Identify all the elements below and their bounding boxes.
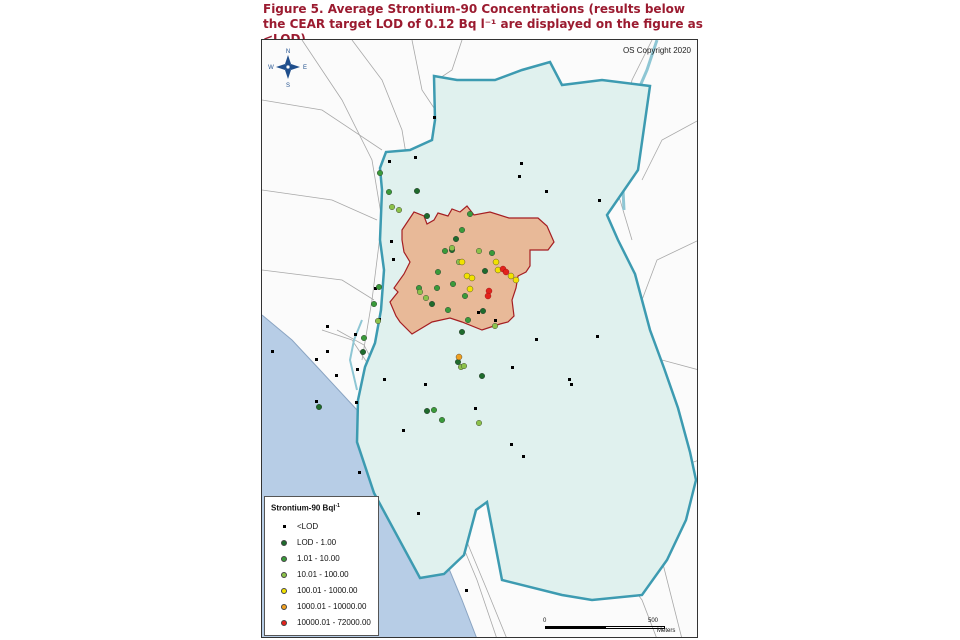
- sample-point-light-green: [423, 295, 429, 301]
- orange-dot-icon: [281, 604, 287, 610]
- sample-point-lod: [356, 368, 359, 371]
- square-marker-icon: [283, 525, 286, 528]
- sample-point-lod: [383, 378, 386, 381]
- sample-point-lod: [598, 199, 601, 202]
- sample-point-green: [450, 281, 456, 287]
- compass-s: S: [285, 83, 291, 89]
- sample-point-green: [445, 307, 451, 313]
- sample-point-light-green: [389, 204, 395, 210]
- sample-point-dark-green: [480, 308, 486, 314]
- dark-green-dot-icon: [281, 540, 287, 546]
- sample-point-red: [485, 293, 491, 299]
- sample-point-green: [386, 189, 392, 195]
- sample-point-light-green: [417, 289, 423, 295]
- sample-point-green: [361, 335, 367, 341]
- sample-point-lod: [417, 512, 420, 515]
- sample-point-yellow: [467, 286, 473, 292]
- sample-point-green: [439, 417, 445, 423]
- legend-item-1-10: [271, 551, 378, 567]
- sample-point-dark-green: [424, 213, 430, 219]
- sample-point-green: [371, 301, 377, 307]
- legend-label: 100.01 - 1000.00: [297, 586, 358, 596]
- sample-point-green: [459, 227, 465, 233]
- legend-item-1000-10000: [271, 599, 378, 615]
- legend-label: <LOD: [297, 522, 319, 532]
- legend-label: 1000.01 - 10000.00: [297, 602, 367, 612]
- compass-rose-icon: [268, 49, 307, 89]
- sample-point-lod: [402, 429, 405, 432]
- sample-point-light-green: [492, 323, 498, 329]
- sample-point-green: [442, 248, 448, 254]
- sample-point-dark-green: [429, 301, 435, 307]
- legend-item-lod: [271, 519, 378, 535]
- sample-point-dark-green: [360, 349, 366, 355]
- sample-point-lod: [326, 325, 329, 328]
- legend-item-10000-72000: [271, 615, 378, 631]
- scale-bar-line: [545, 626, 665, 629]
- compass-e: E: [302, 65, 308, 71]
- samples-1000-10000: [456, 354, 462, 360]
- scale-unit: Meters: [657, 628, 676, 634]
- legend-label: 10000.01 - 72000.00: [297, 618, 371, 628]
- sample-point-green: [467, 211, 473, 217]
- legend-label: LOD - 1.00: [297, 538, 337, 548]
- sample-point-green: [376, 284, 382, 290]
- sample-point-green: [434, 285, 440, 291]
- legend-item-lod-1: [271, 535, 378, 551]
- sample-point-yellow: [469, 275, 475, 281]
- sample-point-lod: [522, 455, 525, 458]
- sample-point-yellow: [459, 259, 465, 265]
- legend-label: 1.01 - 10.00: [297, 554, 340, 564]
- sample-point-green: [462, 293, 468, 299]
- light-green-dot-icon: [281, 572, 287, 578]
- sample-point-yellow: [508, 273, 514, 279]
- figure-caption: Figure 5. Average Strontium-90 Concentrations (results below the CEAR target LOD of 0.12 Bq l⁻¹ are displayed on the figure as: [263, 2, 703, 31]
- sample-point-dark-green: [414, 188, 420, 194]
- sample-point-lod: [510, 443, 513, 446]
- sample-point-orange: [456, 354, 462, 360]
- sample-point-lod: [355, 401, 358, 404]
- sample-point-lod: [388, 160, 391, 163]
- sample-point-lod: [354, 333, 357, 336]
- legend-label: 10.01 - 100.00: [297, 570, 349, 580]
- sample-point-light-green: [396, 207, 402, 213]
- yellow-dot-icon: [281, 588, 287, 594]
- red-dot-icon: [281, 620, 287, 626]
- copyright-notice: OS Copyright 2020: [622, 46, 691, 55]
- sample-point-lod: [392, 258, 395, 261]
- river-secondary: [350, 320, 362, 390]
- sample-point-yellow: [513, 277, 519, 283]
- sample-point-lod: [424, 383, 427, 386]
- compass-n: N: [285, 49, 291, 55]
- sample-point-lod: [518, 175, 521, 178]
- sample-point-lod: [511, 366, 514, 369]
- sample-point-dark-green: [424, 408, 430, 414]
- sample-point-red: [503, 269, 509, 275]
- sample-point-green: [377, 170, 383, 176]
- sample-point-yellow: [493, 259, 499, 265]
- sample-point-light-green: [476, 248, 482, 254]
- sample-point-dark-green: [453, 236, 459, 242]
- sample-point-dark-green: [479, 373, 485, 379]
- scale-label-mid: 500: [648, 618, 659, 624]
- sample-point-light-green: [461, 363, 467, 369]
- sample-point-lod: [326, 350, 329, 353]
- sample-point-lod: [315, 400, 318, 403]
- sample-point-lod: [520, 162, 523, 165]
- sample-point-lod: [494, 319, 497, 322]
- scale-bar: [543, 618, 676, 636]
- sample-point-lod: [596, 335, 599, 338]
- sample-point-green: [431, 407, 437, 413]
- sample-point-lod: [474, 407, 477, 410]
- sample-point-dark-green: [459, 329, 465, 335]
- sample-point-green: [435, 269, 441, 275]
- sample-point-light-green: [449, 245, 455, 251]
- sample-point-lod: [271, 350, 274, 353]
- sample-point-lod: [315, 358, 318, 361]
- sample-point-lod: [335, 374, 338, 377]
- sample-point-lod: [433, 116, 436, 119]
- legend-title: Strontium-90 Bql$^{-1}$: [271, 503, 340, 513]
- sample-point-green: [489, 250, 495, 256]
- legend-item-10-100: [271, 567, 378, 583]
- sample-point-lod: [570, 383, 573, 386]
- sample-point-green: [465, 317, 471, 323]
- scale-label-start: 0: [543, 618, 547, 624]
- sample-point-lod: [568, 378, 571, 381]
- sample-point-light-green: [375, 318, 381, 324]
- site-boundary: [357, 62, 696, 600]
- sample-point-lod: [477, 311, 480, 314]
- sample-point-lod: [390, 240, 393, 243]
- legend-item-100-1000: [271, 583, 378, 599]
- sample-point-lod: [358, 471, 361, 474]
- sample-point-lod: [465, 589, 468, 592]
- map-frame[interactable]: [261, 39, 698, 638]
- sample-point-dark-green: [316, 404, 322, 410]
- sample-point-dark-green: [482, 268, 488, 274]
- sample-point-lod: [545, 190, 548, 193]
- green-dot-icon: [281, 556, 287, 562]
- sample-point-light-green: [476, 420, 482, 426]
- sample-point-lod: [414, 156, 417, 159]
- compass-w: W: [268, 65, 274, 71]
- sample-point-lod: [535, 338, 538, 341]
- map-legend: [264, 496, 379, 636]
